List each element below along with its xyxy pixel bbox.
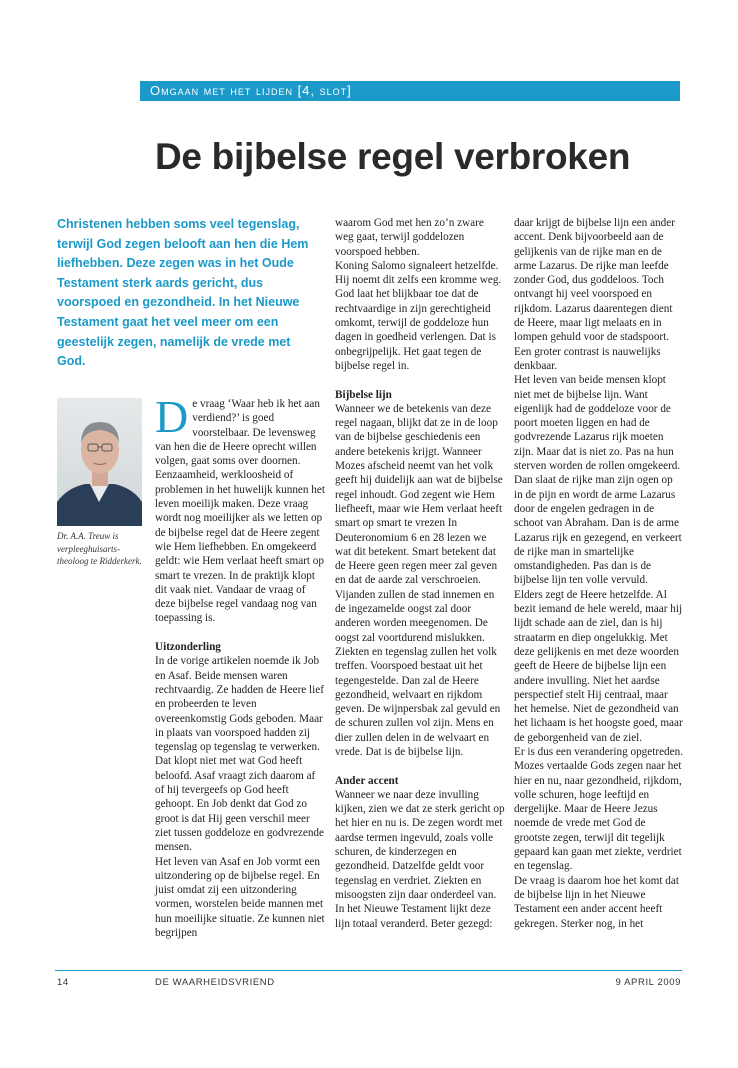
series-title: Omgaan met het lijden [4, slot] [140, 81, 680, 101]
page-number: 14 [57, 977, 69, 988]
paragraph: Het leven van Asaf en Job vormt een uitzondering op de bijbelse regel. En juist omdat zij een uitzondering vormen, worstelen beide mannen met hun moeilijke situatie. Ze kunnen niet begrijpen [155, 855, 325, 939]
paragraph: In het Nieuwe Testament lijkt deze lijn totaal veranderd. Beter gezegd: [335, 903, 493, 930]
subheading-bijbelse-lijn: Bijbelse lijn [335, 388, 392, 401]
paragraph: Het leven van beide mensen klopt niet met de bijbelse lijn. Want eigenlijk had de goddeloze voor de poort moeten liggen en had de godvrezende Lazarus rijk moeten zijn. Maar dat is niet zo. Pas na hun sterven worden de rollen omgekeerd. Dan slaat de rijke man zijn ogen op in de pijn en wordt de arme Lazarus door de engelen gedragen in de schoot van Abraham. Dan is de arme Lazarus rijk en gezegend, en verkeert de rijke man in smartelijke omstandigheden. Pas dan is de bijbelse lijn ten volle vervuld. [514, 374, 682, 587]
subheading-ander-accent: Ander accent [335, 774, 399, 787]
paragraph: Wanneer we de betekenis van deze regel nagaan, blijkt dat ze in de loop van de bijbelse geschiedenis een andere betekenis krijgt. Wanneer Mozes afscheid neemt van het volk geeft hij duidelijk aan wat de bijbelse regel inhoudt. God zegent wie Hem liefheeft, maar wie Hem verlaat heeft smart op smart te vrezen In Deuteronomium 6 en 28 lezen we wat dit betekent. Smart betekent dat de Heere geen regen meer zal geven en dat de aarde zal verschroeien. Vijanden zullen de stad innemen en de ingezamelde oogst zal door anderen worden meegenomen. De oogst zal voortdurend mislukken. Ziekten en tegenslag zullen het volk treffen. Voorspoed bestaat uit het tegengestelde. Dan zal de Heere gezondheid, welvaart en rijkdom geven. De wijnpersbak zal gevuld en de schuren zullen vol zijn. Mens en dier zullen delen in de welvaart en vrede. Dat is de bijbelse lijn. [335, 402, 503, 758]
paragraph: Koning Salomo signaleert hetzelfde. Hij noemt dit zelfs een kromme weg. God laat het blijkbaar toe dat de rechtvaardige in zijn gerechtigheid omkomt, terwijl de goddeloze hun dagen in goedheid verlengen. Dat is onbegrijpelijk. Het gaat tegen de bijbelse regel in. [335, 259, 502, 372]
issue-date: 9 APRIL 2009 [615, 977, 681, 988]
paragraph: In de vorige artikelen noemde ik Job en Asaf. Beide mensen waren rechtvaardig. Ze hadden de Heere lief en probeerden te leven overeenkomstig Gods geboden. Maar in plaats van voorspoed hadden zij tegenslag op tegenslag te verwerken. Dat klopt niet met wat God heeft beloofd. Asaf vraagt zich daarom af of hij tevergeefs op God heeft gehoopt. En Job denkt dat God zo groot is dat Hij geen verschil meer ziet tussen goddeloze en godvrezende mensen. [155, 655, 324, 854]
article-column-3 [514, 216, 684, 931]
headline: De bijbelse regel verbroken [155, 136, 631, 177]
article-column-2 [335, 216, 505, 931]
publication-name: DE WAARHEIDSVRIEND [155, 977, 275, 988]
opening-paragraph: De vraag ‘Waar heb ik het aan verdiend?’ is goed voorstelbaar. De levensweg van hen die de Heere oprecht willen volgen, gaat soms over doornen. Eenzaamheid, werkloosheid of problemen in het huwelijk kunnen het leven moeilijk maken. Deze vraag wordt nog moeilijker als we letten op de bijbelse regel dat de Heere zegent wie Hem liefhebben. En omgekeerd geldt: wie Hem verlaat heeft smart op smart te vrezen. In de praktijk klopt dit vaak niet. Vandaar de vraag of deze bijbelse regel vandaag nog van toepassing is. [155, 391, 325, 625]
paragraph: waarom God met hen zo’n zware weg gaat, terwijl goddelozen voorspoed hebben. [335, 217, 484, 258]
intro-text: Christenen hebben soms veel tegenslag, terwijl God zegen belooft aan hen die Hem liefhebben. Deze zegen was in het Oude Testament sterk aards gericht, dus voorspoed en gezondheid. In het Nieuwe Testament gaat het veel meer om een geestelijk zegen, namelijk de vrede met God. [57, 217, 309, 369]
paragraph: De vraag is daarom hoe het komt dat de bijbelse lijn in het Nieuwe Testament een ander accent heeft gekregen. Sterker nog, in het [514, 874, 679, 930]
author-caption: Dr. A.A. Treuw is verpleeghuisarts-theoloog te Ridderkerk. [57, 531, 142, 566]
drop-cap: D [155, 391, 189, 442]
subheading-uitzondering: Uitzonderling [155, 641, 221, 654]
paragraph: Elders zegt de Heere hetzelfde. Al bezit iemand de hele wereld, maar hij lijdt schade aan de ziel, dan is hij straatarm en diep ongelukkig. Met deze gelijkenis en met deze woorden geeft de Heere de bijbelse lijn een andere invulling. Niet het aardse perspectief stelt Hij centraal, maar het hemelse. Niet de gezondheid van het lichaam is het hoogste goed, maar de geborgenheid van de ziel. [514, 588, 683, 744]
paragraph: daar krijgt de bijbelse lijn een ander accent. Denk bijvoorbeeld aan de gelijkenis van de rijke man en de arme Lazarus. De rijke man leefde zonder God, dus goddeloos. Toch ontvangt hij veel voorspoed en rijkdom. Lazarus daarentegen dient de Heere, maar ligt melaats en in lompen gehuld voor de stadspoort. Een groter contrast is nauwelijks denkbaar. [514, 217, 675, 372]
author-photo [57, 398, 142, 526]
footer-rule [55, 970, 682, 971]
article-column-1 [155, 391, 327, 940]
paragraph: Wanneer we naar deze invulling kijken, zien we dat ze sterk gericht op het hier en nu is. De zegen wordt met aardse termen ingevuld, zoals volle schuren, de kinderzegen en gezondheid. Datzelfde geldt voor tegenslag en verdriet. Ziekten en misoogsten zijn daar onderdeel van. [335, 788, 505, 901]
paragraph: Er is dus een verandering opgetreden. Mozes vertaalde Gods zegen naar het hier en nu, naar gezondheid, rijkdom, volle schuren, hoge leeftijd en dergelijke. Maar de Heere Jezus noemde de vrede met God de grootste zegen, terwijl dit tegelijk gepaard kan gaan met ziekte, verdriet en tegenslag. [514, 745, 683, 873]
